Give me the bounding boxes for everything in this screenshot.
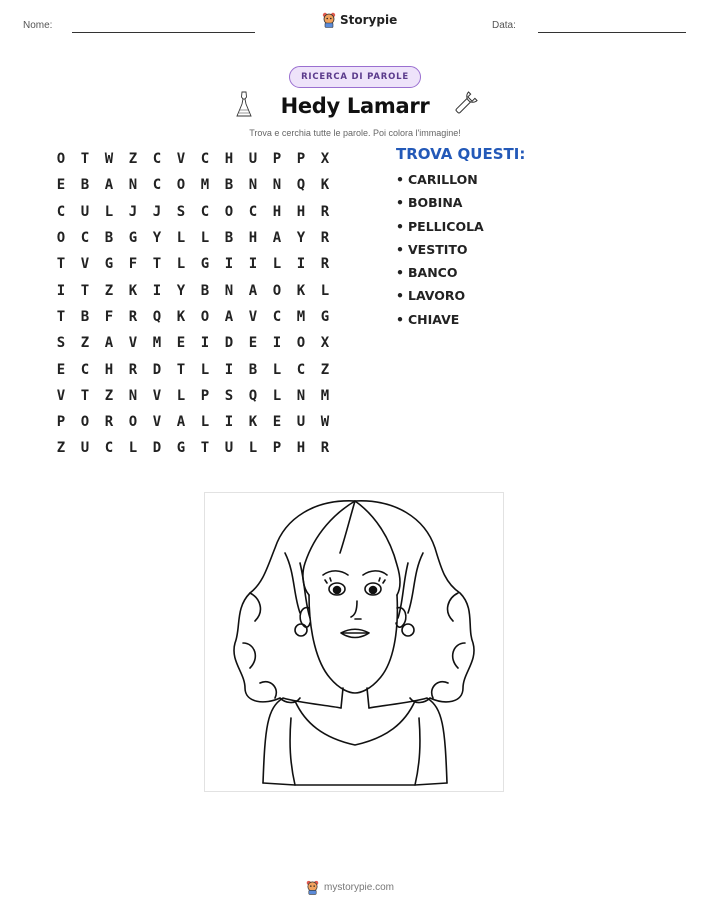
- grid-letter[interactable]: D: [152, 361, 162, 378]
- bullet: •: [396, 265, 404, 281]
- grid-letter[interactable]: O: [56, 230, 66, 247]
- grid-letter[interactable]: G: [200, 256, 210, 273]
- grid-letter[interactable]: R: [320, 256, 330, 273]
- grid-letter[interactable]: H: [296, 203, 306, 220]
- grid-letter[interactable]: B: [104, 230, 114, 247]
- grid-letter[interactable]: M: [296, 308, 306, 325]
- grid-letter[interactable]: Z: [104, 282, 114, 299]
- grid-letter[interactable]: C: [104, 440, 114, 457]
- grid-letter[interactable]: G: [176, 440, 186, 457]
- grid-letter[interactable]: S: [56, 335, 66, 352]
- grid-letter[interactable]: O: [296, 335, 306, 352]
- grid-letter[interactable]: U: [80, 440, 90, 457]
- grid-letter[interactable]: I: [200, 335, 210, 352]
- date-line: [538, 32, 686, 33]
- word-text: CHIAVE: [408, 311, 460, 327]
- grid-letter[interactable]: Q: [296, 177, 306, 194]
- grid-letter[interactable]: G: [320, 308, 330, 325]
- grid-row: [49, 199, 337, 225]
- grid-letter[interactable]: L: [200, 230, 210, 247]
- grid-letter[interactable]: V: [56, 387, 66, 404]
- bullet: •: [396, 241, 404, 257]
- grid-letter[interactable]: R: [128, 308, 138, 325]
- word-search-grid: [49, 146, 337, 462]
- word-text: BOBINA: [408, 195, 463, 211]
- bullet: •: [396, 218, 404, 234]
- grid-letter[interactable]: N: [248, 177, 258, 194]
- word-text: CARILLON: [408, 172, 478, 187]
- grid-letter[interactable]: D: [224, 335, 234, 352]
- grid-letter[interactable]: C: [80, 361, 90, 378]
- grid-letter[interactable]: K: [176, 308, 186, 325]
- grid-letter[interactable]: N: [128, 177, 138, 194]
- grid-letter[interactable]: L: [176, 256, 186, 273]
- grid-letter[interactable]: A: [224, 308, 234, 325]
- grid-letter[interactable]: V: [152, 414, 162, 431]
- grid-letter[interactable]: N: [224, 282, 234, 299]
- grid-letter[interactable]: P: [56, 414, 66, 431]
- grid-letter[interactable]: O: [128, 414, 138, 431]
- storypie-bear-logo-icon: [306, 880, 319, 895]
- grid-letter[interactable]: B: [80, 177, 90, 194]
- grid-letter[interactable]: B: [224, 230, 234, 247]
- grid-letter[interactable]: V: [248, 308, 258, 325]
- grid-letter[interactable]: O: [200, 308, 210, 325]
- grid-letter[interactable]: U: [248, 151, 258, 168]
- grid-letter[interactable]: J: [152, 203, 162, 220]
- grid-letter[interactable]: A: [104, 177, 114, 194]
- grid-letter[interactable]: Q: [152, 308, 162, 325]
- grid-letter[interactable]: R: [320, 203, 330, 220]
- grid-row: [49, 409, 337, 435]
- grid-letter[interactable]: E: [248, 335, 258, 352]
- grid-letter[interactable]: B: [224, 177, 234, 194]
- grid-letter[interactable]: G: [128, 230, 138, 247]
- grid-letter[interactable]: P: [296, 151, 306, 168]
- grid-letter[interactable]: V: [152, 387, 162, 404]
- grid-letter[interactable]: L: [104, 203, 114, 220]
- grid-letter[interactable]: I: [248, 256, 258, 273]
- grid-letter[interactable]: C: [200, 151, 210, 168]
- grid-letter[interactable]: H: [224, 151, 234, 168]
- grid-row: [49, 356, 337, 382]
- grid-row: [49, 277, 337, 303]
- brand: [322, 12, 397, 28]
- grid-letter[interactable]: L: [272, 387, 282, 404]
- grid-letter[interactable]: Y: [296, 230, 306, 247]
- grid-letter[interactable]: C: [80, 230, 90, 247]
- grid-letter[interactable]: C: [248, 203, 258, 220]
- grid-letter[interactable]: O: [80, 414, 90, 431]
- grid-letter[interactable]: T: [56, 256, 66, 273]
- grid-letter[interactable]: S: [176, 203, 186, 220]
- grid-letter[interactable]: C: [152, 151, 162, 168]
- grid-letter[interactable]: T: [200, 440, 210, 457]
- grid-letter[interactable]: Z: [104, 387, 114, 404]
- grid-letter[interactable]: K: [128, 282, 138, 299]
- word-text: LAVORO: [408, 288, 466, 304]
- grid-letter[interactable]: T: [80, 282, 90, 299]
- grid-letter[interactable]: T: [176, 361, 186, 378]
- grid-row: [49, 435, 337, 461]
- grid-row: [49, 146, 337, 172]
- activity-badge: RICERCA DI PAROLE: [289, 66, 421, 88]
- hedy-lamarr-coloring-portrait: [205, 493, 503, 791]
- footer-url: mystorypie.com: [324, 882, 395, 893]
- grid-letter[interactable]: K: [296, 282, 306, 299]
- grid-letter[interactable]: F: [128, 256, 138, 273]
- grid-letter[interactable]: L: [200, 361, 210, 378]
- grid-row: [49, 304, 337, 330]
- grid-letter[interactable]: R: [128, 361, 138, 378]
- grid-letter[interactable]: Q: [248, 387, 258, 404]
- grid-letter[interactable]: E: [56, 177, 66, 194]
- grid-letter[interactable]: T: [152, 256, 162, 273]
- grid-letter[interactable]: I: [152, 282, 162, 299]
- grid-letter[interactable]: L: [128, 440, 138, 457]
- grid-letter[interactable]: O: [56, 151, 66, 168]
- grid-letter[interactable]: R: [320, 230, 330, 247]
- grid-letter[interactable]: H: [272, 203, 282, 220]
- grid-letter[interactable]: I: [56, 282, 66, 299]
- grid-letter[interactable]: I: [272, 335, 282, 352]
- grid-letter[interactable]: I: [224, 414, 234, 431]
- grid-letter[interactable]: D: [152, 440, 162, 457]
- name-label: Nome:: [23, 20, 53, 31]
- storypie-bear-logo-icon: [322, 12, 336, 28]
- word-item: [396, 312, 484, 335]
- word-list: [396, 172, 484, 335]
- grid-letter[interactable]: P: [272, 151, 282, 168]
- grid-letter[interactable]: L: [320, 282, 330, 299]
- grid-letter[interactable]: N: [128, 387, 138, 404]
- word-text: VESTITO: [408, 241, 468, 257]
- grid-row: [49, 172, 337, 198]
- grid-letter[interactable]: K: [320, 177, 330, 194]
- grid-letter[interactable]: M: [200, 177, 210, 194]
- grid-letter[interactable]: A: [176, 414, 186, 431]
- grid-letter[interactable]: E: [272, 414, 282, 431]
- grid-letter[interactable]: J: [128, 203, 138, 220]
- page-title: Hedy Lamarr: [280, 94, 430, 118]
- grid-letter[interactable]: Y: [152, 230, 162, 247]
- grid-letter[interactable]: O: [176, 177, 186, 194]
- grid-letter[interactable]: L: [176, 230, 186, 247]
- grid-letter[interactable]: Z: [128, 151, 138, 168]
- grid-letter[interactable]: L: [176, 387, 186, 404]
- grid-letter[interactable]: C: [56, 203, 66, 220]
- grid-letter[interactable]: C: [200, 203, 210, 220]
- grid-letter[interactable]: K: [248, 414, 258, 431]
- grid-letter[interactable]: T: [80, 387, 90, 404]
- grid-letter[interactable]: V: [80, 256, 90, 273]
- gown-icon: [235, 90, 253, 122]
- grid-letter[interactable]: E: [176, 335, 186, 352]
- grid-letter[interactable]: L: [248, 440, 258, 457]
- grid-letter[interactable]: A: [272, 230, 282, 247]
- word-text: BANCO: [408, 265, 458, 281]
- grid-letter[interactable]: G: [104, 256, 114, 273]
- word-item: [396, 288, 484, 311]
- word-item: [396, 172, 484, 195]
- bullet: •: [396, 195, 404, 211]
- grid-letter[interactable]: B: [248, 361, 258, 378]
- grid-letter[interactable]: Y: [176, 282, 186, 299]
- grid-letter[interactable]: Z: [56, 440, 66, 457]
- grid-letter[interactable]: E: [56, 361, 66, 378]
- grid-letter[interactable]: H: [248, 230, 258, 247]
- brand-name: Storypie: [340, 13, 398, 27]
- grid-letter[interactable]: U: [80, 203, 90, 220]
- grid-letter[interactable]: O: [272, 282, 282, 299]
- grid-letter[interactable]: C: [152, 177, 162, 194]
- grid-letter[interactable]: H: [104, 361, 114, 378]
- grid-letter[interactable]: O: [224, 203, 234, 220]
- word-item: [396, 265, 484, 288]
- footer: [306, 880, 394, 895]
- word-item: [396, 219, 484, 242]
- grid-letter[interactable]: V: [128, 335, 138, 352]
- bullet: •: [396, 311, 404, 327]
- grid-letter[interactable]: M: [152, 335, 162, 352]
- grid-letter[interactable]: N: [296, 387, 306, 404]
- grid-letter[interactable]: P: [200, 387, 210, 404]
- grid-letter[interactable]: N: [272, 177, 282, 194]
- grid-letter[interactable]: S: [224, 387, 234, 404]
- grid-letter[interactable]: M: [320, 387, 330, 404]
- name-line: [72, 32, 255, 33]
- word-item: [396, 195, 484, 218]
- grid-letter[interactable]: W: [104, 151, 114, 168]
- grid-letter[interactable]: Z: [320, 361, 330, 378]
- date-label: Data:: [492, 20, 516, 31]
- wrench-icon: [452, 90, 478, 122]
- grid-letter[interactable]: L: [272, 361, 282, 378]
- word-text: PELLICOLA: [408, 218, 484, 234]
- grid-letter[interactable]: I: [224, 361, 234, 378]
- word-item: [396, 242, 484, 265]
- grid-row: [49, 251, 337, 277]
- bullet: •: [396, 288, 404, 304]
- grid-row: [49, 330, 337, 356]
- grid-letter[interactable]: X: [320, 151, 330, 168]
- grid-letter[interactable]: T: [80, 151, 90, 168]
- grid-letter[interactable]: F: [104, 308, 114, 325]
- instructions: Trova e cerchia tutte le parole. Poi colora l'immagine!: [249, 128, 461, 138]
- grid-letter[interactable]: P: [272, 440, 282, 457]
- grid-letter[interactable]: R: [104, 414, 114, 431]
- bullet: •: [396, 172, 404, 187]
- grid-letter[interactable]: I: [224, 256, 234, 273]
- grid-letter[interactable]: T: [56, 308, 66, 325]
- grid-letter[interactable]: L: [200, 414, 210, 431]
- grid-letter[interactable]: Z: [80, 335, 90, 352]
- grid-letter[interactable]: B: [200, 282, 210, 299]
- grid-letter[interactable]: H: [296, 440, 306, 457]
- coloring-picture: [204, 492, 504, 792]
- grid-letter[interactable]: X: [320, 335, 330, 352]
- find-title: TROVA QUESTI:: [396, 145, 526, 163]
- grid-letter[interactable]: I: [296, 256, 306, 273]
- grid-letter[interactable]: U: [224, 440, 234, 457]
- grid-letter[interactable]: B: [80, 308, 90, 325]
- grid-letter[interactable]: L: [272, 256, 282, 273]
- grid-letter[interactable]: C: [272, 308, 282, 325]
- grid-letter[interactable]: W: [320, 414, 330, 431]
- grid-letter[interactable]: A: [104, 335, 114, 352]
- grid-letter[interactable]: C: [296, 361, 306, 378]
- grid-letter[interactable]: R: [320, 440, 330, 457]
- grid-letter[interactable]: U: [296, 414, 306, 431]
- grid-row: [49, 225, 337, 251]
- grid-letter[interactable]: V: [176, 151, 186, 168]
- grid-row: [49, 383, 337, 409]
- grid-letter[interactable]: A: [248, 282, 258, 299]
